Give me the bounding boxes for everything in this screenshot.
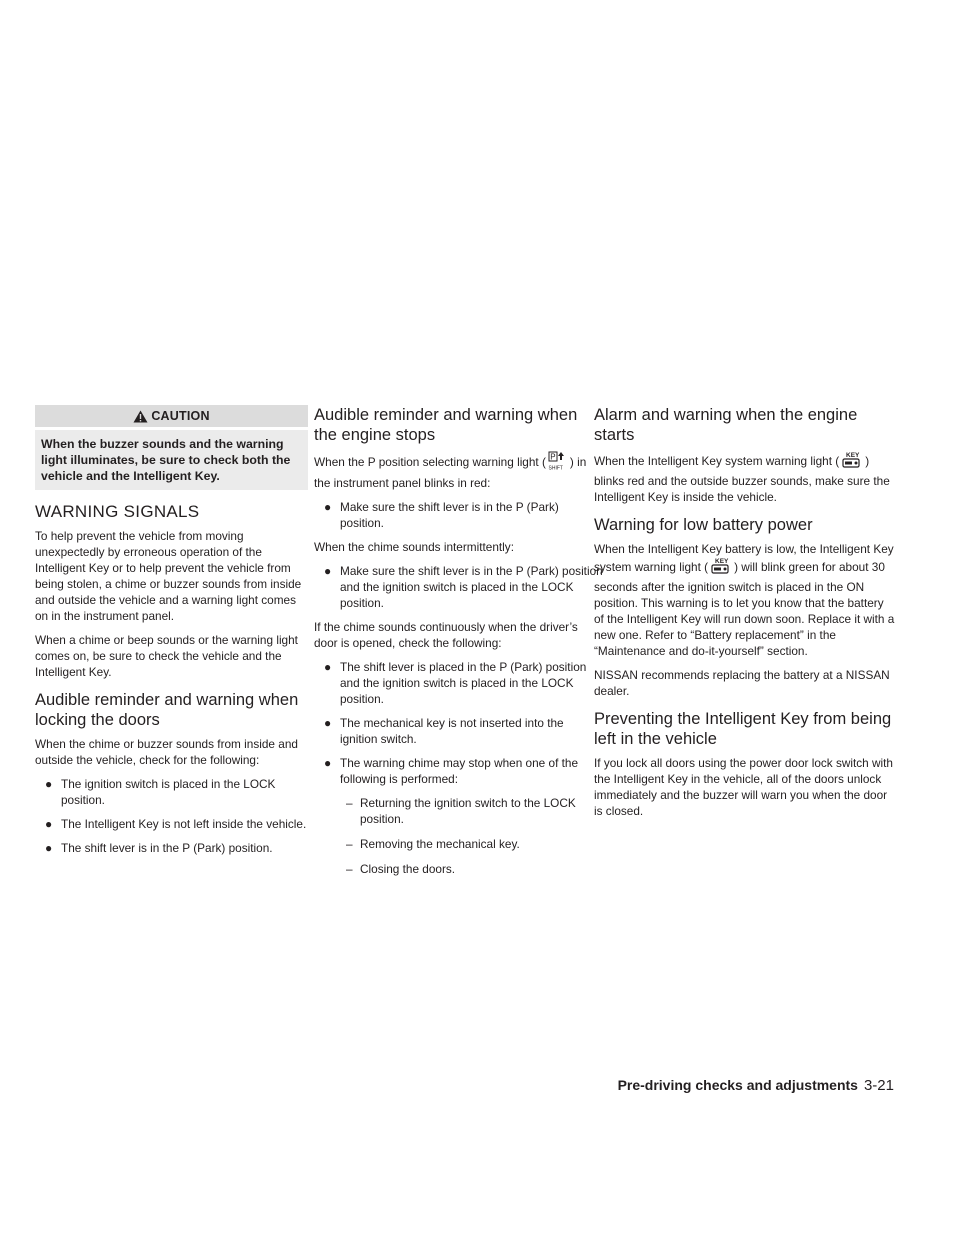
list-item: ● Make sure the shift lever is in the P (Park) position and the ignition switch is placed in the LOCK position. xyxy=(324,564,603,610)
warning-signals-paragraph-2: When a chime or beep sounds or the warning light comes on, be sure to check the vehicle and the Intelligent Key. xyxy=(35,633,298,679)
locking-intro: When the chime or buzzer sounds from inside and outside the vehicle, check for the following: xyxy=(35,737,298,767)
list-item: – Closing the doors. xyxy=(346,862,456,876)
caution-header xyxy=(35,405,308,427)
page-footer xyxy=(590,1077,894,1094)
engine-stops-intro: When the P position selecting warning light ( P SHIFT ) in the instrument panel blinks in red: xyxy=(314,452,587,490)
column-left xyxy=(35,405,308,864)
warning-signals-paragraph-1: To help prevent the vehicle from moving unexpectedly by erroneous operation of the Intelligent Key or to help prevent the vehicle from being stolen, a chime or buzzer sounds from inside and outside the vehicle and a warning light comes on in the instrument panel. xyxy=(35,529,302,623)
list-item: ● The mechanical key is not inserted into the ignition switch. xyxy=(324,716,564,746)
list-item: ● The Intelligent Key is not left inside the vehicle. xyxy=(45,817,307,831)
alarm-starts-text: When the Intelligent Key system warning light ( KEY ) blinks red and the outside buzzer sounds, make sure the Intelligent Key is inside the vehicle. xyxy=(594,452,890,504)
svg-text:P: P xyxy=(550,452,556,462)
caution-text: When the buzzer sounds and the warning light illuminates, be sure to check both the vehicle and the Intelligent Key. xyxy=(35,430,308,490)
caution-title: CAUTION xyxy=(151,409,210,423)
list-item: ● Make sure the shift lever is in the P (Park) position. xyxy=(324,500,559,530)
heading-key-left-in-vehicle: Preventing the Intelligent Key from being left in the vehicle xyxy=(594,710,892,748)
left-in-vehicle-text: If you lock all doors using the power door lock switch with the Intelligent Key in the vehicle, all of the doors unlock immediately and the buzzer will warn you when the door is closed. xyxy=(594,756,893,818)
key-warning-icon xyxy=(710,557,732,579)
heading-alarm-engine-starts: Alarm and warning when the engine starts xyxy=(594,406,858,444)
heading-low-battery: Warning for low battery power xyxy=(594,516,813,534)
warning-triangle-icon xyxy=(133,410,148,423)
svg-text:KEY: KEY xyxy=(715,558,729,565)
p-shift-warning-icon xyxy=(548,451,568,475)
list-item: ● The shift lever is placed in the P (Park) position and the ignition switch is placed in the LOCK position. xyxy=(324,660,587,706)
footer-section-title: Pre-driving checks and adjustments xyxy=(617,1077,858,1093)
column-middle xyxy=(314,405,604,886)
key-warning-icon xyxy=(841,451,863,473)
list-item: ● The shift lever is in the P (Park) position. xyxy=(45,841,273,855)
locking-checklist xyxy=(35,776,308,856)
heading-warning-signals: WARNING SIGNALS xyxy=(35,502,200,521)
svg-text:SHIFT: SHIFT xyxy=(548,465,563,471)
list-item: – Returning the ignition switch to the LOCK position. xyxy=(346,796,576,826)
engine-stops-checklist-2 xyxy=(314,563,604,611)
list-item: – Removing the mechanical key. xyxy=(346,837,520,851)
engine-stops-intermittent: When the chime sounds intermittently: xyxy=(314,540,514,554)
engine-stops-checklist-3 xyxy=(314,659,604,787)
low-battery-text: When the Intelligent Key battery is low, the Intelligent Key system warning light ( KEY ) will blink green for about 30 seconds after the ignition switch is placed in the ON position. This warning is to let you know that the battery of the Intelligent Key will run down soon. Replace it with a new one. Refer to “Battery replacement” in the “Maintenance and do-it-yourself” section. xyxy=(594,542,895,658)
engine-stops-dash-list xyxy=(314,795,604,877)
list-item: ● The warning chime may stop when one of the following is performed: xyxy=(324,756,579,786)
heading-engine-stops: Audible reminder and warning when the engine stops xyxy=(314,406,578,444)
list-item: ● The ignition switch is placed in the LOCK position. xyxy=(45,777,276,807)
column-right xyxy=(594,405,896,827)
svg-text:KEY: KEY xyxy=(846,452,860,459)
page-number: 3-21 xyxy=(863,1077,894,1094)
engine-stops-continuous: If the chime sounds continuously when the driver’s door is opened, check the following: xyxy=(314,620,578,650)
engine-stops-checklist-1 xyxy=(314,499,604,531)
low-battery-recommendation: NISSAN recommends replacing the battery at a NISSAN dealer. xyxy=(594,668,890,698)
heading-locking-doors: Audible reminder and warning when locking the doors xyxy=(35,691,299,729)
